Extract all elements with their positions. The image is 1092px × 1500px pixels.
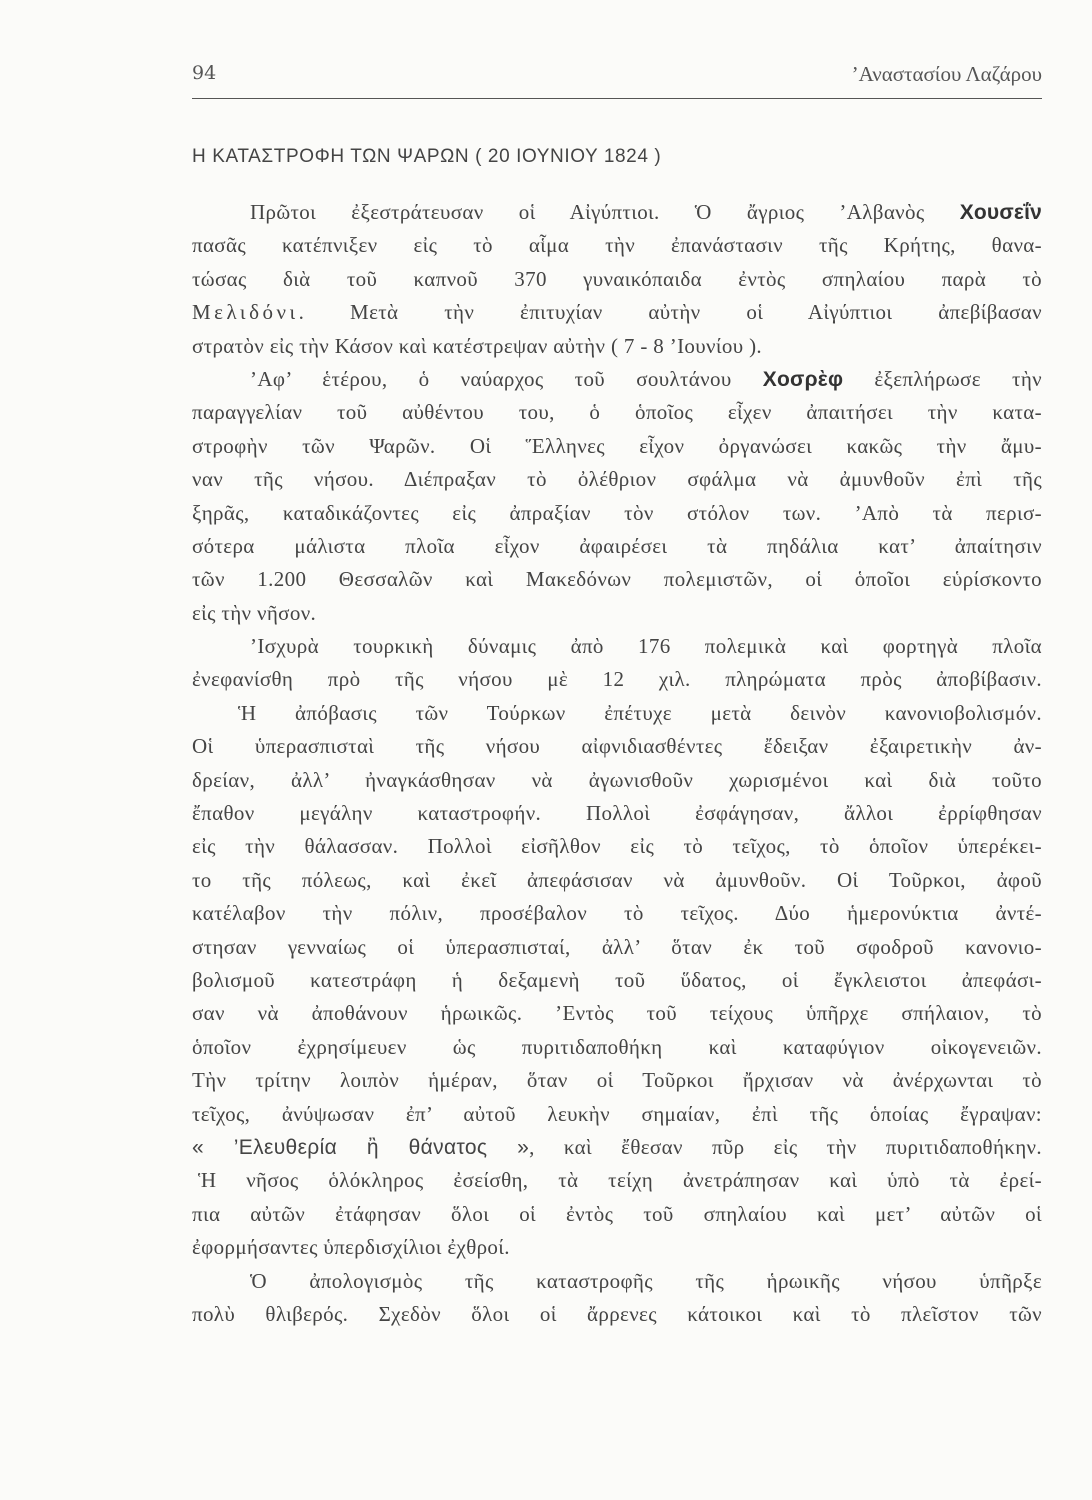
text-span: , καὶ ἔθεσαν πῦρ εἰς τὴν πυριτιδαποθήκην. — [529, 1134, 1042, 1159]
text-line: πολὺ θλιβερός. Σχεδὸν ὅλοι οἱ ἄρρενες κάτοικοι καὶ τὸ πλεῖστον τῶν — [192, 1301, 1042, 1326]
place-melidoni: Μελιδόνι — [192, 300, 299, 325]
text-line — [192, 1131, 1042, 1164]
text-line: ἔπαθον μεγάλην καταστροφήν. Πολλοὶ ἐσφάγησαν, ἄλλοι ἐρρίφθησαν — [192, 801, 1042, 826]
text-line: Τὴν τρίτην λοιπὸν ἡμέραν, ὅταν οἱ Τοῦρκοι ἤρχισαν νὰ ἀνέρχωνται τὸ — [192, 1068, 1042, 1093]
name-chosref: Χοσρὲφ — [762, 367, 844, 391]
text-line — [192, 196, 1042, 229]
text-line: τεῖχος, ἀνύψωσαν ἐπ’ αὐτοῦ λευκὴν σημαίαν, ἐπὶ τῆς ὁποίας ἔγραψαν: — [192, 1101, 1042, 1126]
text-line: στροφὴν τῶν Ψαρῶν. Οἱ Ἕλληνες εἶχον ὀργανώσει κακῶς τὴν ἄμυ- — [192, 433, 1042, 458]
text-line: ναν τῆς νήσου. Διέπραξαν τὸ ὀλέθριον σφάλμα νὰ ἀμυνθοῦν ἐπὶ τῆς — [192, 467, 1042, 492]
chapter-title: Η ΚΑΤΑΣΤΡΟΦΗ ΤΩΝ ΨΑΡΩΝ ( 20 ΙΟΥΝΙΟΥ 1824 ) — [192, 146, 662, 167]
text-line: βολισμοῦ κατεστράφη ἡ δεξαμενὴ τοῦ ὕδατος, οἱ ἔγκλειστοι ἀπεφάσι- — [192, 967, 1042, 992]
quote-slogan: « ’Ελευθερία ἢ θάνατος » — [192, 1135, 530, 1159]
text-line: εἰς τὴν νῆσον. — [192, 600, 317, 625]
running-head: ’Αναστασίου Λαζάρου — [851, 62, 1042, 86]
text-line: σότερα μάλιστα πλοῖα εἶχον ἀφαιρέσει τὰ πηδάλια κατ’ ἀπαίτησιν — [192, 533, 1042, 558]
text-line: ἐφορμήσαντες ὑπερδισχίλιοι ἐχθροί. — [192, 1235, 510, 1260]
text-line: δρείαν, ἀλλ’ ἠναγκάσθησαν νὰ ἀγωνισθοῦν χωρισμένοι καὶ διὰ τοῦτο — [192, 767, 1042, 792]
text-span: ἐξεπλήρωσε τὴν — [843, 366, 1042, 391]
text-span: ’Αφ’ ἑτέρου, ὁ ναύαρχος τοῦ σουλτάνου — [250, 366, 763, 391]
text-line: στησαν γενναίως οἱ ὑπερασπισταί, ἀλλ’ ὅταν ἐκ τοῦ σφοδροῦ κανονιο- — [192, 934, 1042, 959]
text-line: Οἱ ὑπερασπισταὶ τῆς νήσου αἰφνιδιασθέντες ἔδειξαν ἐξαιρετικὴν ἀν- — [192, 734, 1042, 759]
text-line: εἰς τὴν θάλασσαν. Πολλοὶ εἰσῆλθον εἰς τὸ τεῖχος, τὸ ὁποῖον ὑπερέκει- — [192, 834, 1042, 859]
body-text — [192, 196, 1042, 1331]
text-line: στρατὸν εἰς τὴν Κάσον καὶ κατέστρεψαν αὐτὴν ( 7 - 8 ’Ιουνίου ). — [192, 333, 763, 358]
text-span: . Μετὰ τὴν ἐπιτυχίαν αὐτὴν οἱ Αἰγύπτιοι ἀπεβίβασαν — [298, 300, 1042, 325]
text-line — [192, 296, 1042, 329]
text-line: παραγγελίαν τοῦ αὐθέντου του, ὁ ὁποῖος εἶχεν ἀπαιτήσει τὴν κατα- — [192, 400, 1042, 425]
text-line: ἐνεφανίσθη πρὸ τῆς νήσου μὲ 12 χιλ. πληρώματα πρὸς ἀποβίβασιν. — [192, 667, 1042, 692]
text-line — [192, 363, 1042, 396]
text-line: σαν νὰ ἀποθάνουν ἡρωικῶς. ’Εντὸς τοῦ τείχους ὑπῆρχε σπήλαιον, τὸ — [192, 1001, 1042, 1026]
text-line: τώσας διὰ τοῦ καπνοῦ 370 γυναικόπαιδα ἐντὸς σπηλαίου παρὰ τὸ — [192, 266, 1042, 291]
name-husein: Χουσεΐν — [959, 201, 1042, 224]
text-line: τῶν 1.200 Θεσσαλῶν καὶ Μακεδόνων πολεμιστῶν, οἱ ὁποῖοι εὑρίσκοντο — [192, 567, 1042, 592]
text-line: πια αὐτῶν ἐτάφησαν ὅλοι οἱ ἐντὸς τοῦ σπηλαίου καὶ μετ’ αὐτῶν οἱ — [192, 1201, 1042, 1226]
text-line: ὁποῖον ἐχρησίμευεν ὡς πυριτιδαποθήκη καὶ καταφύγιον οἰκογενειῶν. — [192, 1034, 1042, 1059]
text-line: το τῆς πόλεως, καὶ ἐκεῖ ἀπεφάσισαν νὰ ἀμυνθοῦν. Οἱ Τοῦρκοι, ἀφοῦ — [192, 867, 1042, 892]
text-line: πασᾶς κατέπνιξεν εἰς τὸ αἷμα τὴν ἐπανάστασιν τῆς Κρήτης, θανα- — [192, 233, 1042, 258]
page-number: 94 — [192, 62, 217, 84]
text-line: ξηρᾶς, καταδικάζοντες εἰς ἀπραξίαν τὸν στόλον των. ’Απὸ τὰ περισ- — [192, 500, 1042, 525]
text-line: Ἡ νῆσος ὁλόκληρος ἐσείσθη, τὰ τείχη ἀνετράπησαν καὶ ὑπὸ τὰ ἐρεί- — [198, 1168, 1042, 1193]
text-line: Ὁ ἀπολογισμὸς τῆς καταστροφῆς τῆς ἡρωικῆς νήσου ὑπῆρξε — [250, 1268, 1042, 1293]
page-header — [192, 62, 1042, 99]
text-line: ’Ισχυρὰ τουρκικὴ δύναμις ἀπὸ 176 πολεμικὰ καὶ φορτηγὰ πλοῖα — [250, 634, 1042, 659]
text-span: Πρῶτοι ἐξεστράτευσαν οἱ Αἰγύπτιοι. Ὁ ἄγριος ’Αλβανὸς — [250, 200, 960, 224]
text-line: Ἡ ἀπόβασις τῶν Τούρκων ἐπέτυχε μετὰ δεινὸν κανονιοβολισμόν. — [238, 700, 1042, 725]
text-line: κατέλαβον τὴν πόλιν, προσέβαλον τὸ τεῖχος. Δύο ἡμερονύκτια ἀντέ- — [192, 901, 1042, 926]
